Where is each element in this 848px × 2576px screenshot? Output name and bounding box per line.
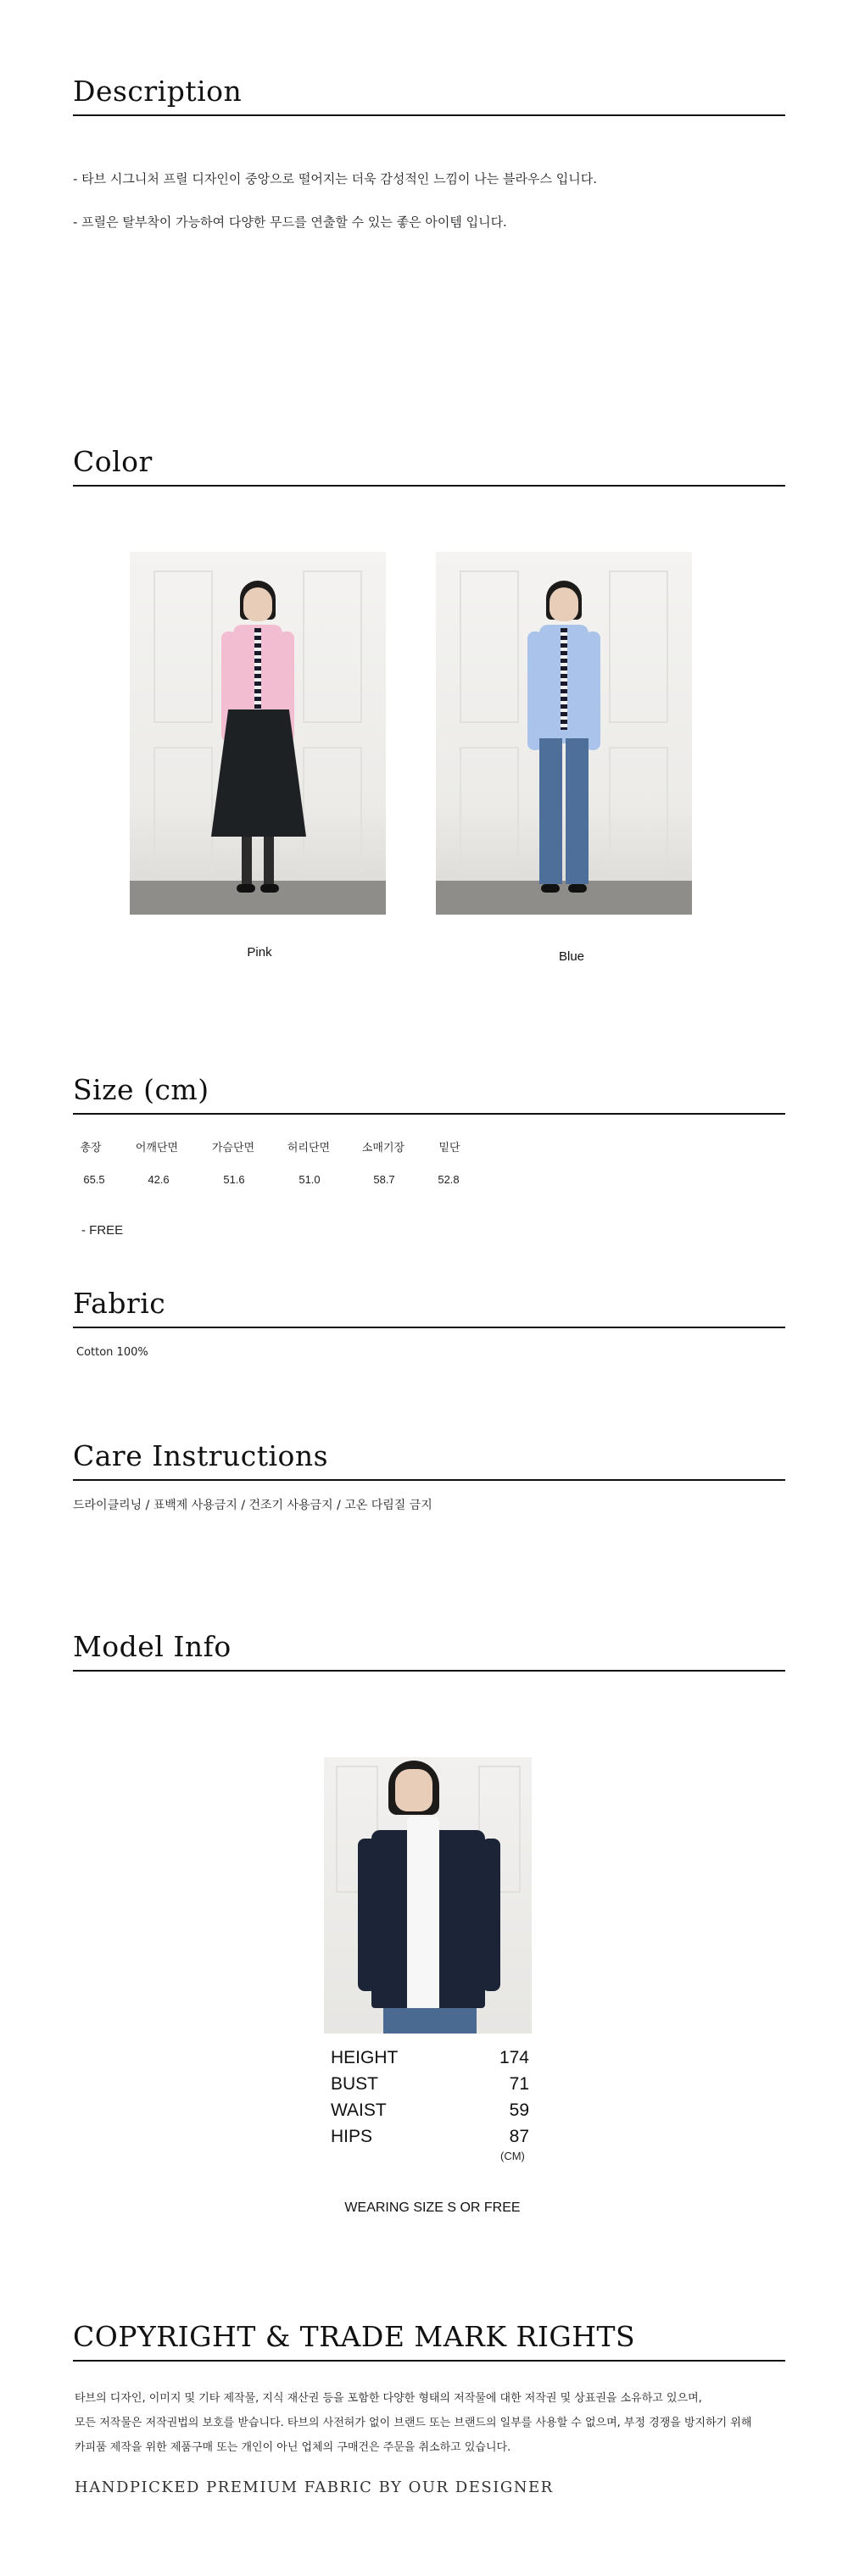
model-waist-value: 59 bbox=[509, 2100, 529, 2120]
model-height-row bbox=[331, 2048, 529, 2068]
model-unit: (CM) bbox=[500, 2150, 525, 2162]
description-line: - 프릴은 탈부착이 가능하여 다양한 무드를 연출할 수 있는 좋은 아이템 입니다. bbox=[73, 214, 507, 230]
size-value: 52.8 bbox=[438, 1173, 460, 1186]
model-bust-row bbox=[331, 2074, 529, 2095]
color-option-pink-label: Pink bbox=[247, 945, 272, 960]
size-header: 소매기장 bbox=[361, 1141, 405, 1154]
model-hips-label: HIPS bbox=[331, 2127, 373, 2146]
size-header: 가슴단면 bbox=[211, 1141, 255, 1154]
size-header: 밑단 bbox=[438, 1141, 460, 1154]
model-waist-label: WAIST bbox=[331, 2100, 387, 2120]
size-value: 65.5 bbox=[83, 1173, 105, 1186]
size-header: 허리단면 bbox=[287, 1141, 331, 1154]
color-title: Color bbox=[73, 445, 785, 487]
model-hips-value: 87 bbox=[509, 2127, 529, 2146]
size-note: - FREE bbox=[81, 1223, 124, 1238]
size-value: 51.6 bbox=[223, 1173, 245, 1186]
model-height-value: 174 bbox=[499, 2048, 529, 2067]
size-header: 어깨단면 bbox=[135, 1141, 179, 1154]
blue-blouse-photo bbox=[436, 552, 692, 915]
color-option-blue-label: Blue bbox=[558, 949, 585, 964]
size-title: Size (cm) bbox=[73, 1073, 785, 1115]
model-waist-row bbox=[331, 2100, 529, 2121]
model-height-label: HEIGHT bbox=[331, 2048, 399, 2067]
description-title: Description bbox=[73, 75, 785, 116]
fabric-title: Fabric bbox=[73, 1287, 785, 1328]
model-bust-value: 71 bbox=[509, 2074, 529, 2094]
size-value: 42.6 bbox=[148, 1173, 170, 1186]
handpicked-tagline: HANDPICKED PREMIUM FABRIC BY OUR DESIGNER bbox=[75, 2479, 554, 2496]
copyright-line: 카피품 제작을 위한 제품구매 또는 개인이 아닌 업체의 구매건은 주문을 취소하고 있습니다. bbox=[75, 2441, 511, 2454]
description-line: - 타브 시그니처 프릴 디자인이 중앙으로 떨어지는 더욱 감성적인 느낌이 나는 블라우스 입니다. bbox=[73, 171, 598, 186]
model-bust-label: BUST bbox=[331, 2074, 379, 2094]
fabric-text: Cotton 100% bbox=[76, 1346, 148, 1359]
model-hips-row bbox=[331, 2127, 529, 2147]
model-info-title: Model Info bbox=[73, 1630, 785, 1672]
wearing-size: WEARING SIZE S OR FREE bbox=[344, 2200, 521, 2215]
copyright-line: 타브의 디자인, 이미지 및 기타 제작물, 지식 재산권 등을 포함한 다양한 형태의 저작물에 대한 저작권 및 상표권을 소유하고 있으며, bbox=[75, 2392, 702, 2405]
care-title: Care Instructions bbox=[73, 1439, 785, 1481]
copyright-line: 모든 저작물은 저작권법의 보호를 받습니다. 타브의 사전허가 없이 브랜드 또는 브랜드의 일부를 사용할 수 없으며, 부정 경쟁을 방지하기 위해 bbox=[75, 2417, 752, 2429]
model-photo bbox=[324, 1757, 532, 2034]
care-text: 드라이클리닝 / 표백제 사용금지 / 건조기 사용금지 / 고온 다림질 금지 bbox=[73, 1499, 432, 1512]
size-value: 51.0 bbox=[298, 1173, 321, 1186]
pink-blouse-photo bbox=[130, 552, 386, 915]
size-header: 총장 bbox=[80, 1141, 102, 1154]
copyright-title: COPYRIGHT & TRADE MARK RIGHTS bbox=[73, 2320, 785, 2362]
size-value: 58.7 bbox=[373, 1173, 395, 1186]
